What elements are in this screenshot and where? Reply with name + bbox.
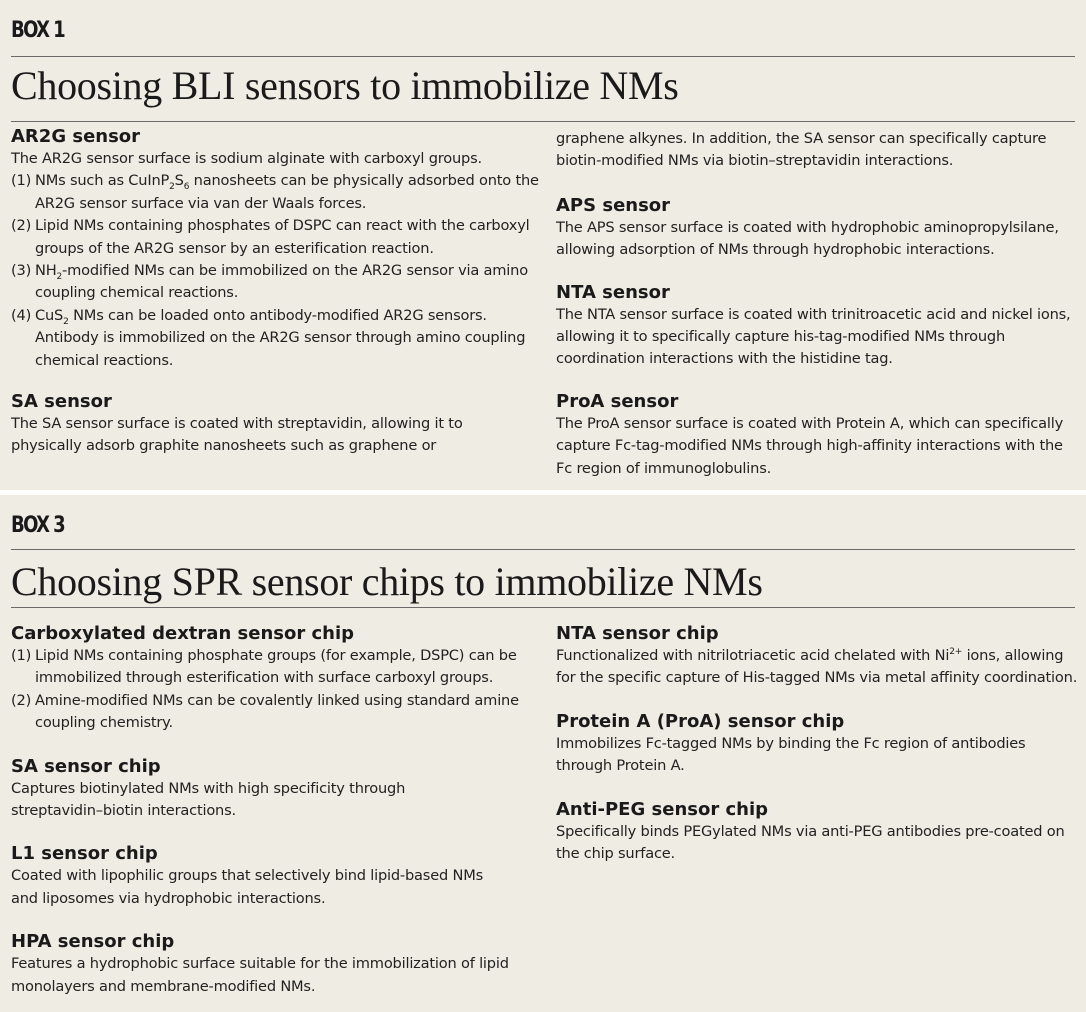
list-text: CuS$_2$ NMs can be loaded onto antibody-modified AR2G sensors. Antibody is immobilized on the AR2G sensor through amino coupling chemical reactions. (35, 306, 526, 369)
aps-section (556, 195, 1078, 262)
proa-chip-section (556, 711, 1056, 778)
list-item (11, 170, 541, 215)
section-text: Specifically binds PEGylated NMs via anti-PEG antibodies pre-coated on the chip surface. (556, 822, 1065, 863)
section-text: Captures biotinylated NMs with high specificity through streptavidin–biotin interactions. (11, 779, 406, 820)
box1-right-column (556, 128, 1078, 480)
list-number: (2) (11, 691, 32, 709)
nta-chip-section (556, 623, 1078, 690)
section-heading: Protein A (ProA) sensor chip (556, 710, 845, 732)
section-text: The SA sensor surface is coated with streptavidin, allowing it to physically adsorb graphite nanosheets such as graphene or (11, 415, 463, 455)
section-heading: AR2G sensor (11, 126, 141, 147)
section-heading: L1 sensor chip (11, 843, 158, 865)
title-rule (11, 121, 1075, 122)
section-text: The NTA sensor surface is coated with trinitroacetic acid and nickel ions, allowing it to specifically capture his-tag-modified NMs through coordination interactions with the histidine tag. (556, 305, 1071, 368)
list-text: NMs such as $CuInP_2S_6$ nanosheets can be physically adsorbed onto the AR2G sensor surface via van der Waals forces. (35, 172, 539, 212)
list-text: $NH_2$-modified NMs can be immobilized on the AR2G sensor via amino coupling chemical reactions. (35, 262, 528, 302)
section-heading: SA sensor chip (11, 755, 161, 777)
box-title: Choosing SPR sensor chips to immobilize NMs (11, 559, 763, 604)
sa-section-continued: graphene alkynes. In addition, the SA sensor can specifically capture biotin-modified NMs via biotin–streptavidin interactions. (556, 130, 1047, 170)
list-text: Lipid NMs containing phosphate groups (for example, DSPC) can be immobilized through esterification with surface carboxyl groups. (35, 647, 517, 687)
list-number: (1) (11, 172, 32, 190)
section-text: Coated with lipophilic groups that selectively bind lipid-based NMs and liposomes via hydrophobic interactions. (11, 867, 483, 907)
box-1-panel (0, 0, 1086, 490)
dextran-chip-section (11, 623, 541, 735)
sa-chip-section (11, 756, 481, 823)
l1-chip-section (11, 843, 486, 910)
title-rule (11, 607, 1075, 608)
box3-right-column (556, 623, 1078, 865)
antipeg-chip-section (556, 799, 1078, 866)
sa-section (11, 391, 491, 458)
section-heading: SA sensor (11, 391, 112, 413)
box3-left-column (11, 623, 541, 998)
section-text: The AR2G sensor surface is sodium alginate with carboxyl groups. (11, 150, 482, 167)
top-rule (11, 549, 1075, 550)
box-title: Choosing BLI sensors to immobilize NMs (11, 63, 679, 108)
section-text: Features a hydrophobic surface suitable for the immobilization of lipid monolayers and membrane-modified NMs. (11, 955, 509, 995)
list-number: (3) (11, 262, 32, 280)
section-heading: ProA sensor (556, 390, 679, 412)
list-item (11, 305, 541, 372)
section-heading: HPA sensor chip (11, 931, 175, 953)
section-heading: Carboxylated dextran sensor chip (11, 623, 355, 644)
box1-left-column (11, 126, 541, 458)
nta-section (556, 282, 1078, 371)
list-text: Lipid NMs containing phosphates of DSPC can react with the carboxyl groups of the AR2G sensor by an esterification reaction. (35, 217, 530, 257)
list-number: (1) (11, 647, 32, 664)
section-heading: NTA sensor (556, 281, 670, 303)
list-item (11, 645, 541, 690)
list-number: (4) (11, 306, 32, 324)
list-item (11, 690, 541, 735)
box-label: BOX 3 (11, 513, 64, 538)
section-text: The ProA sensor surface is coated with Protein A, which can specifically capture Fc-tag-modified NMs through high-affinity interactions with the Fc region of immunoglobulins. (556, 414, 1064, 477)
list-item (11, 215, 541, 260)
hpa-chip-section (11, 931, 511, 998)
list-number: (2) (11, 217, 32, 235)
section-heading: Anti-PEG sensor chip (556, 798, 769, 820)
section-text: Functionalized with nitrilotriacetic acid chelated with $Ni^{2+}$ ions, allowing for the specific capture of His-tagged NMs via metal affinity coordination. (556, 647, 1078, 687)
top-rule (11, 56, 1075, 57)
ar2g-section (11, 126, 541, 372)
section-heading: APS sensor (556, 194, 671, 216)
proa-section (556, 391, 1078, 480)
section-text: Immobilizes Fc-tagged NMs by binding the Fc region of antibodies through Protein A. (556, 734, 1026, 775)
list-text: Amine-modified NMs can be covalently linked using standard amine coupling chemistry. (35, 691, 519, 732)
section-heading: NTA sensor chip (556, 623, 719, 644)
list-item (11, 260, 541, 305)
box-label: BOX 1 (11, 18, 64, 43)
box-3-panel (0, 495, 1086, 1012)
section-text: The APS sensor surface is coated with hydrophobic aminopropylsilane, allowing adsorption of NMs through hydrophobic interactions. (556, 218, 1059, 259)
